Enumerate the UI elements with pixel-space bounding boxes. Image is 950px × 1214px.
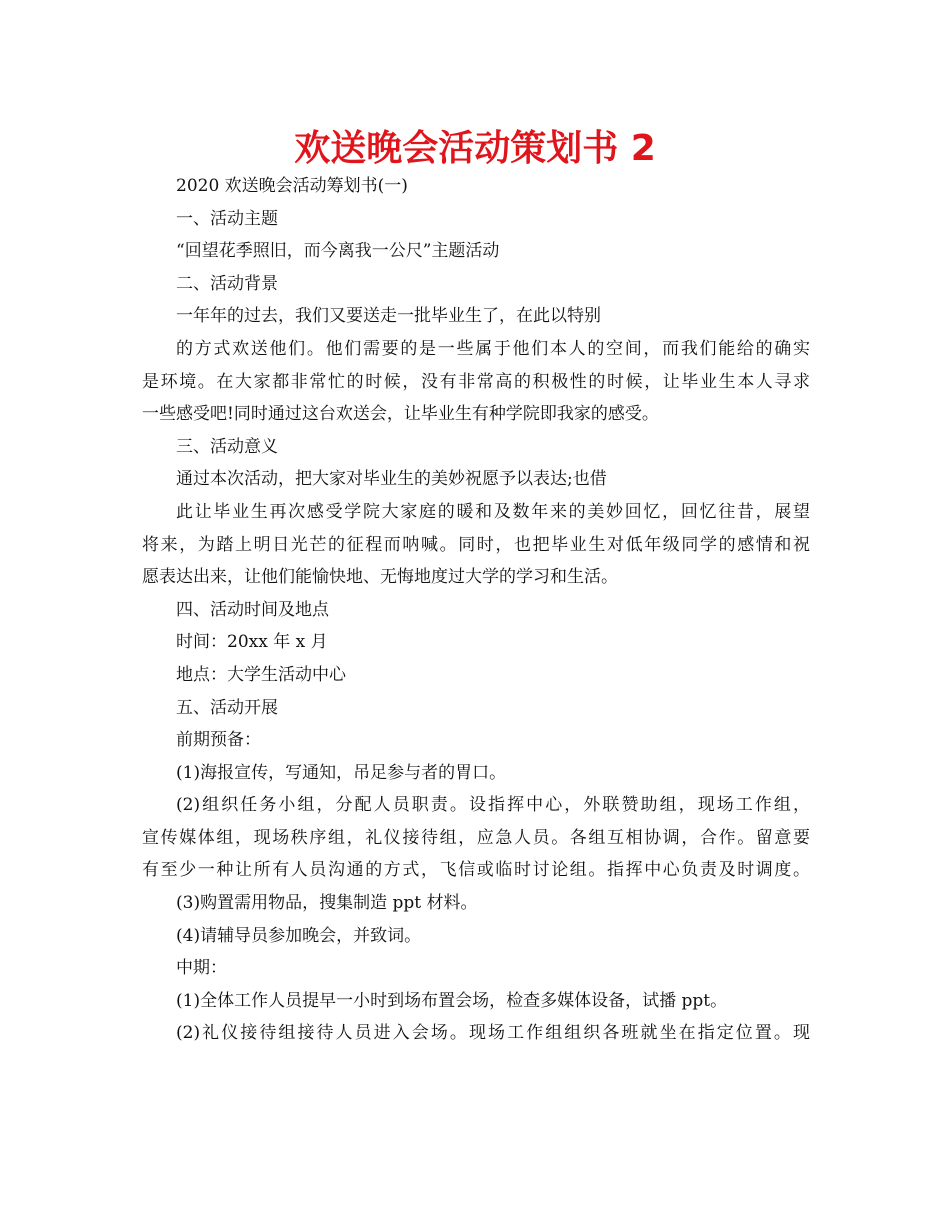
paragraph-line: 地点：大学生活动中心 xyxy=(176,664,346,685)
section-heading: 二、活动背景 xyxy=(176,273,278,294)
section-heading: 五、活动开展 xyxy=(176,697,278,718)
paragraph-line: 此让毕业生再次感受学院大家庭的暖和及数年来的美妙回忆，回忆往昔，展望 xyxy=(176,501,810,522)
paragraph-line: 通过本次活动，把大家对毕业生的美妙祝愿予以表达;也借 xyxy=(176,469,607,490)
paragraph-line: 一些感受吧!同时通过这台欢送会，让毕业生有种学院即我家的感受。 xyxy=(142,404,659,425)
paragraph-line: 中期： xyxy=(176,958,227,979)
list-item: (1)全体工作人员提早一小时到场布置会场，检查多媒体设备，试播 ppt。 xyxy=(176,990,728,1011)
paragraph-line: 的方式欢送他们。他们需要的是一些属于他们本人的空间，而我们能给的确实 xyxy=(176,338,810,359)
paragraph-line: 有至少一种让所有人员沟通的方式，飞信或临时讨论组。指挥中心负责及时调度。 xyxy=(142,860,810,881)
paragraph-line: 将来，为踏上明日光芒的征程而呐喊。同时，也把毕业生对低年级同学的感情和祝 xyxy=(142,534,810,555)
list-item: (1)海报宣传，写通知，吊足参与者的胃口。 xyxy=(176,762,507,783)
paragraph-line: 愿表达出来，让他们能愉快地、无悔地度过大学的学习和生活。 xyxy=(142,567,618,588)
document-title: 欢送晚会活动策划书 2 xyxy=(294,128,656,169)
paragraph-line: 前期预备： xyxy=(176,730,261,751)
document-body xyxy=(142,170,810,1050)
list-item: (2)礼仪接待组接待人员进入会场。现场工作组组织各班就坐在指定位置。现 xyxy=(176,1023,810,1044)
paragraph-line: 宣传媒体组，现场秩序组，礼仪接待组，应急人员。各组互相协调，合作。留意要 xyxy=(142,827,810,848)
paragraph-line: “回望花季照旧，而今离我一公尺”主题活动 xyxy=(176,241,500,262)
section-heading: 三、活动意义 xyxy=(176,436,278,457)
paragraph-line: 时间：20xx 年 x 月 xyxy=(176,632,328,653)
paragraph-line: 2020 欢送晚会活动筹划书(一) xyxy=(176,176,408,196)
list-item: (3)购置需用物品，搜集制造 ppt 材料。 xyxy=(176,893,478,914)
section-heading: 四、活动时间及地点 xyxy=(176,599,329,620)
paragraph-line: 一年年的过去，我们又要送走一批毕业生了，在此以特别 xyxy=(176,306,601,327)
list-item: (4)请辅导员参加晚会，并致词。 xyxy=(176,925,422,946)
paragraph-line: 是环境。在大家都非常忙的时候，没有非常高的积极性的时候，让毕业生本人寻求 xyxy=(142,371,810,392)
list-item: (2)组织任务小组，分配人员职责。设指挥中心，外联赞助组，现场工作组， xyxy=(176,795,810,816)
section-heading: 一、活动主题 xyxy=(176,208,278,229)
